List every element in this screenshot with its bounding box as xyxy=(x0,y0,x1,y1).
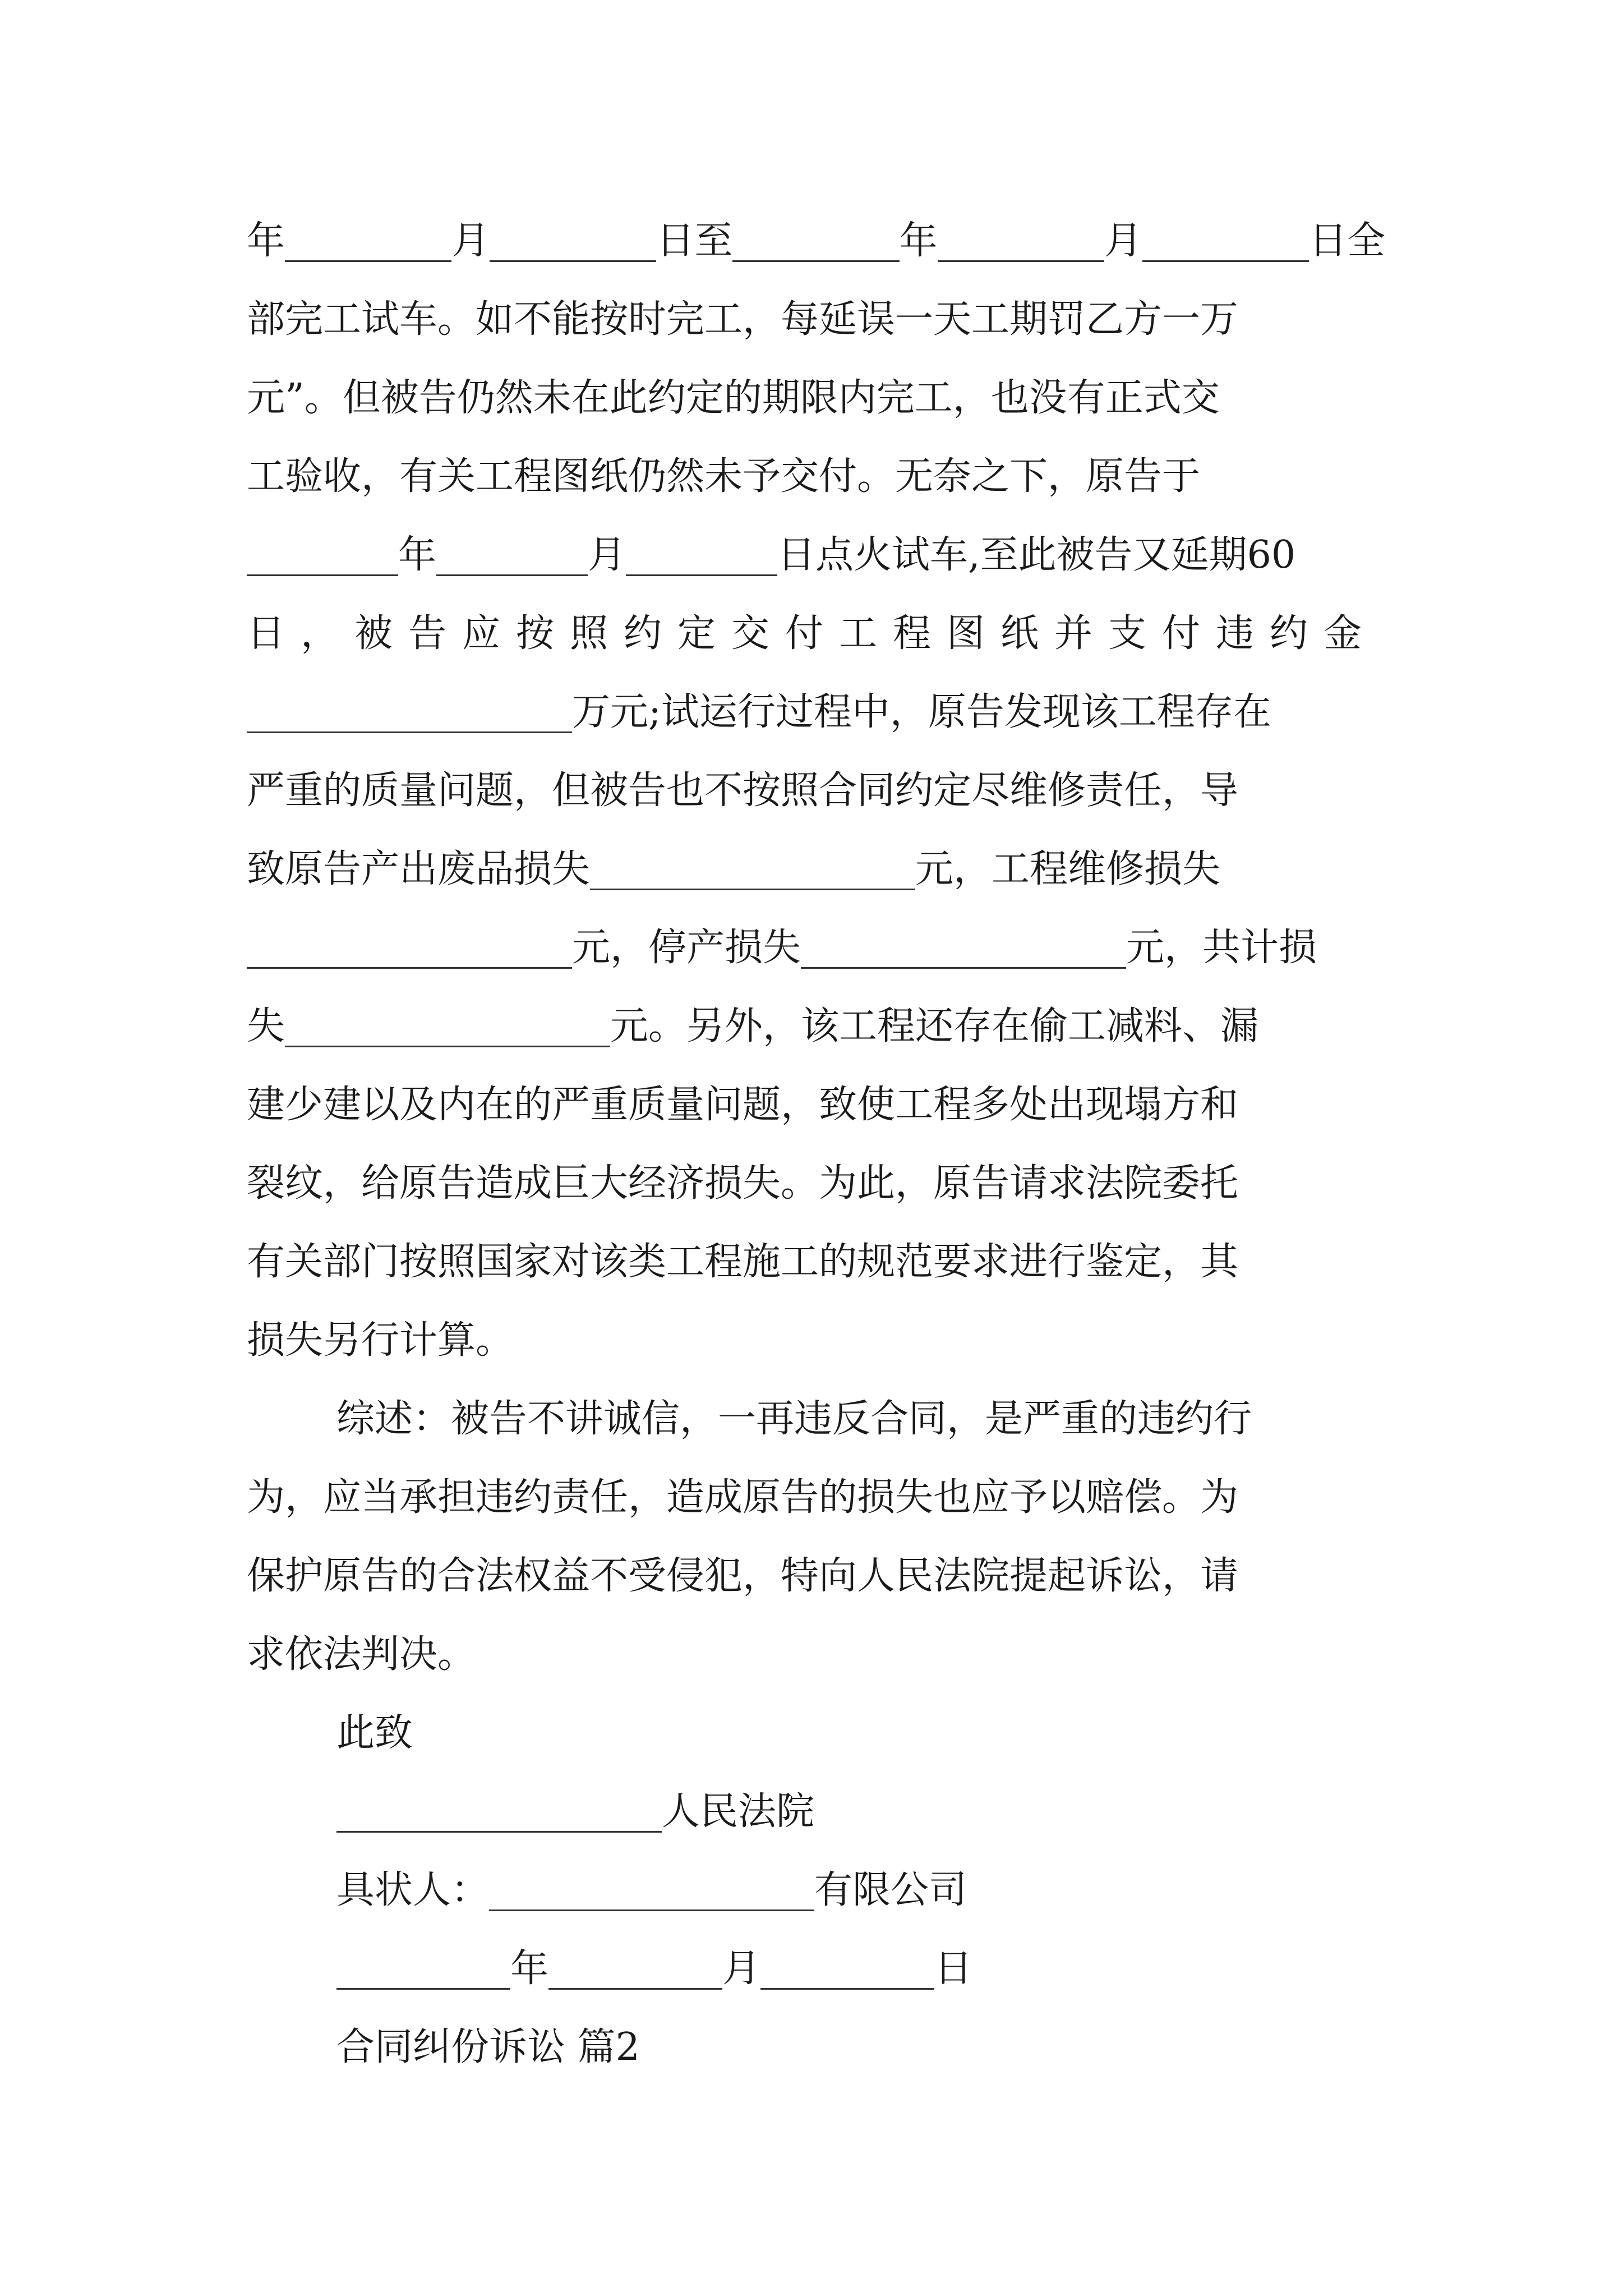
text: 有限公司 xyxy=(814,1868,967,1912)
text: 日点火试车,至此被告又延期60 xyxy=(777,533,1296,577)
blank-field xyxy=(285,1006,610,1047)
text-line-8: 严重的质量问题，但被告也不按照合同约定尽维修责任，导 xyxy=(247,769,1239,813)
blank-field xyxy=(626,535,777,576)
date-line xyxy=(336,1930,1475,2008)
blank-field xyxy=(732,221,899,262)
text: 元。另外，该工程还存在偷工减料、漏 xyxy=(610,1004,1259,1048)
text: 元，共计损 xyxy=(1126,926,1317,970)
text: 年 xyxy=(398,533,437,577)
text-line-4: 工验收，有关工程图纸仍然未予交付。无奈之下，原告于 xyxy=(247,454,1201,499)
text-line-3: 元”。但被告仍然未在此约定的期限内完工，也没有正式交 xyxy=(247,376,1220,420)
text-line-17: 为，应当承担违约责任，造成原告的损失也应予以赔偿。为 xyxy=(247,1475,1239,1520)
blank-field xyxy=(247,928,572,969)
text: 日至 xyxy=(656,219,733,263)
blank-field xyxy=(336,1792,662,1833)
text-line-15: 损失另行计算。 xyxy=(247,1318,514,1363)
closing-salutation: 此致 xyxy=(336,1711,413,1755)
text: 元，停产损失 xyxy=(572,926,801,970)
blank-field xyxy=(548,1949,722,1990)
blank-field xyxy=(247,692,572,733)
blank-field xyxy=(436,535,588,576)
text-line-19: 求依法判决。 xyxy=(247,1632,476,1677)
section-heading: 合同纠份诉讼 篇2 xyxy=(336,2025,640,2069)
blank-field xyxy=(938,221,1104,262)
text-line-14: 有关部门按照国家对该类工程施工的规范要求进行鉴定，其 xyxy=(247,1240,1239,1284)
text: 年 xyxy=(899,219,938,263)
blank-field xyxy=(760,1949,934,1990)
text-line-7 xyxy=(247,673,1385,752)
text-line-16: 综述：被告不讲诚信，一再违反合同，是严重的违约行 xyxy=(336,1397,1252,1441)
text: 年 xyxy=(247,219,285,263)
text: 月 xyxy=(588,533,626,577)
plaintiff-line xyxy=(336,1851,1475,1930)
text: 日 xyxy=(934,1947,973,1991)
text: 致原告产出废品损失 xyxy=(247,847,591,891)
text-line-1 xyxy=(247,202,1385,280)
text-line-10 xyxy=(247,909,1385,987)
text: 月 xyxy=(451,219,490,263)
blank-field xyxy=(590,849,915,890)
text: 日全 xyxy=(1309,219,1385,263)
text: 失 xyxy=(247,1004,285,1048)
text: 具状人： xyxy=(336,1868,490,1912)
text: 月 xyxy=(722,1947,761,1991)
text: 元，工程维修损失 xyxy=(915,847,1221,891)
blank-field xyxy=(336,1949,510,1990)
blank-field xyxy=(801,928,1126,969)
blank-field xyxy=(285,221,451,262)
text-line-9 xyxy=(247,830,1385,909)
blank-field xyxy=(1142,221,1309,262)
text: 月 xyxy=(1104,219,1142,263)
text: 万元;试运行过程中，原告发现该工程存在 xyxy=(572,690,1271,734)
text-line-13: 裂纹，给原告造成巨大经济损失。为此，原告请求法院委托 xyxy=(247,1161,1239,1205)
text-line-12: 建少建以及内在的严重质量问题，致使工程多处出现塌方和 xyxy=(247,1083,1239,1127)
blank-field xyxy=(490,221,656,262)
court-line xyxy=(336,1773,1475,1851)
text-line-11 xyxy=(247,987,1385,1066)
text-line-2: 部完工试车。如不能按时完工，每延误一天工期罚乙方一万 xyxy=(247,297,1239,342)
text: 人民法院 xyxy=(662,1789,815,1834)
text-line-18: 保护原告的合法权益不受侵犯，特向人民法院提起诉讼，请 xyxy=(247,1554,1239,1598)
blank-field xyxy=(489,1870,814,1911)
text-line-5 xyxy=(247,516,1385,595)
blank-field xyxy=(247,535,398,576)
text: 年 xyxy=(510,1947,549,1991)
text-line-6: 日，被告应按照约定交付工程图纸并支付违约金 xyxy=(247,611,1378,656)
